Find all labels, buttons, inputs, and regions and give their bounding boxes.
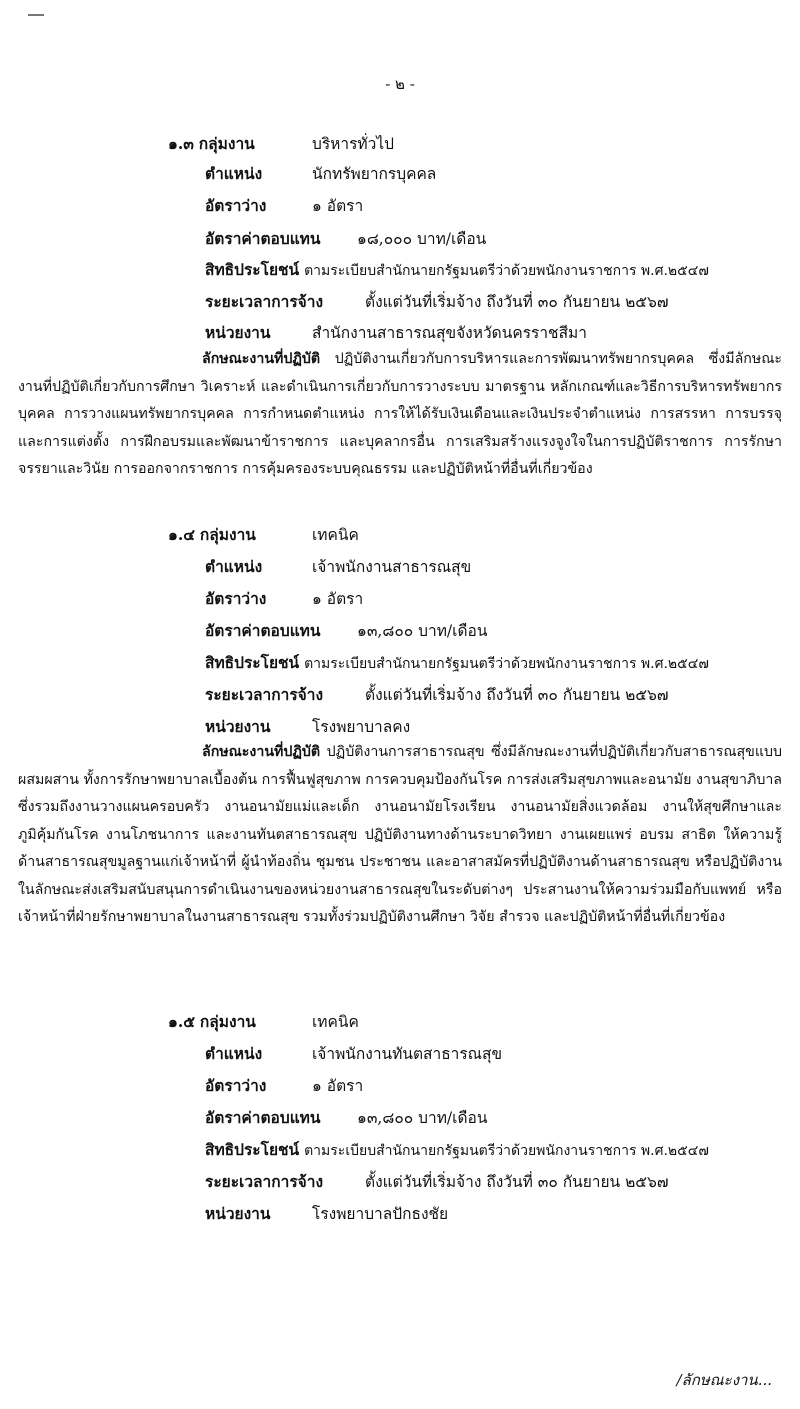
vacancy-label: อัตราว่าง — [205, 196, 267, 215]
vacancy-value: ๑ อัตรา — [312, 590, 364, 608]
position-value: เจ้าพนักงานทันตสาธารณสุข — [312, 1045, 503, 1063]
duty-text: ปฏิบัติงานการสาธารณสุข ซึ่งมีลักษณะงานที่ปฏิบัติเกี่ยวกับสาธารณสุขแบบผสมผสาน ทั้งการรักษาพยาบาลเบื้องต้น การฟื้นฟูสุขภาพ การควบคุมป้องกันโรค การส่งเสริมสุขภาพและอนามัย งานสุขาภิบาล ซึ่งรวมถึงงานวางแผนครอบครัว งานอนามัยแม่และเด็ก งานอนามัยโรงเรียน งานอนามัยสิ่งแวดล้อม งานให้สุขศึกษาและภูมิคุ้มกันโรค งานโภชนาการ และงานทันตสาธารณสุข ปฏิบัติงานทางด้านระบาดวิทยา งานเผยแพร่ อบรม สาธิต ให้ความรู้ด้านสาธารณสุขมูลฐานแก่เจ้าหน้าที่ ผู้นำท้องถิ่น ชุมชน ประชาชน และอาสาสมัครที่ปฏิบัติงานด้านสาธารณสุข หรือปฏิบัติงานในลักษณะส่งเสริมสนับสนุนการดำเนินงานของหน่วยงานสาธารณสุขในระดับต่างๆ ประสานงานให้ความร่วมมือกับแพทย์ หรือเจ้าหน้าที่ฝ่ายรักษาพยาบาลในงานสาธารณสุข รวมทั้งร่วมปฏิบัติงานศึกษา วิจัย สำรวจ และปฏิบัติหน้าที่อื่นที่เกี่ยวข้อง — [18, 744, 783, 925]
position-value: นักทรัพยากรบุคคล — [312, 165, 437, 183]
section-number: ๑.๔ — [168, 525, 195, 544]
duty-label: ลักษณะงานที่ปฏิบัติ — [202, 744, 321, 760]
position-value: เจ้าพนักงานสาธารณสุข — [312, 558, 472, 576]
benefit-row — [205, 653, 709, 674]
period-value: ตั้งแต่วันที่เริ่มจ้าง ถึงวันที่ ๓๐ กันยายน ๒๕๖๗ — [365, 686, 669, 704]
position-label: ตำแหน่ง — [205, 557, 263, 576]
duty-label: ลักษณะงานที่ปฏิบัติ — [202, 351, 321, 367]
benefit-row — [205, 260, 709, 281]
benefit-label: สิทธิประโยชน์ — [205, 653, 300, 672]
page-number: - ๒ - — [385, 75, 415, 93]
group-value: เทคนิค — [312, 1013, 359, 1031]
vacancy-label: อัตราว่าง — [205, 1076, 267, 1095]
scan-artifact-mark — [28, 14, 44, 16]
position-label: ตำแหน่ง — [205, 1044, 263, 1063]
group-label: กลุ่มงาน — [198, 134, 255, 153]
period-label: ระยะเวลาการจ้าง — [205, 292, 324, 311]
unit-label: หน่วยงาน — [205, 323, 271, 342]
unit-value: โรงพยาบาลคง — [312, 718, 411, 736]
salary-label: อัตราค่าตอบแทน — [205, 229, 321, 248]
benefit-row — [205, 1140, 709, 1161]
vacancy-value: ๑ อัตรา — [312, 197, 364, 215]
period-value: ตั้งแต่วันที่เริ่มจ้าง ถึงวันที่ ๓๐ กันยายน ๒๕๖๗ — [365, 293, 669, 311]
group-row — [168, 134, 255, 154]
position-label: ตำแหน่ง — [205, 164, 263, 183]
period-value: ตั้งแต่วันที่เริ่มจ้าง ถึงวันที่ ๓๐ กันยายน ๒๕๖๗ — [365, 1173, 669, 1191]
section-number: ๑.๕ — [168, 1012, 195, 1031]
group-value: เทคนิค — [312, 526, 359, 544]
unit-value: สำนักงานสาธารณสุขจังหวัดนครราชสีมา — [312, 324, 587, 342]
salary-label: อัตราค่าตอบแทน — [205, 621, 321, 640]
group-label: กลุ่มงาน — [199, 525, 256, 544]
group-row — [168, 1012, 256, 1032]
benefit-label: สิทธิประโยชน์ — [205, 260, 300, 279]
group-label: กลุ่มงาน — [199, 1012, 256, 1031]
benefit-value: ตามระเบียบสำนักนายกรัฐมนตรีว่าด้วยพนักงานราชการ พ.ศ.๒๕๔๗ — [304, 656, 709, 672]
duty-text: ปฏิบัติงานเกี่ยวกับการบริหารและการพัฒนาทรัพยากรบุคคล ซึ่งมีลักษณะงานที่ปฏิบัติเกี่ยวกับการศึกษา วิเคราะห์ และดำเนินการเกี่ยวกับการวางระบบ มาตรฐาน หลักเกณฑ์และวิธีการบริหารทรัพยากรบุคคล การวางแผนทรัพยากรบุคคล การกำหนดตำแหน่ง การให้ได้รับเงินเดือนและเงินประจำตำแหน่ง การสรรหา การบรรจุ และการแต่งตั้ง การฝึกอบรมและพัฒนาข้าราชการ และบุคลากรอื่น การเสริมสร้างแรงจูงใจในการปฏิบัติราชการ การรักษาจรรยาและวินัย การออกจากราชการ การคุ้มครองระบบคุณธรรม และปฏิบัติหน้าที่อื่นที่เกี่ยวข้อง — [18, 351, 782, 477]
unit-label: หน่วยงาน — [205, 717, 271, 736]
vacancy-label: อัตราว่าง — [205, 589, 267, 608]
vacancy-value: ๑ อัตรา — [312, 1077, 364, 1095]
period-label: ระยะเวลาการจ้าง — [205, 685, 324, 704]
continuation-note: /ลักษณะงาน... — [676, 1371, 772, 1389]
period-label: ระยะเวลาการจ้าง — [205, 1172, 324, 1191]
benefit-value: ตามระเบียบสำนักนายกรัฐมนตรีว่าด้วยพนักงานราชการ พ.ศ.๒๕๔๗ — [304, 263, 709, 279]
group-row — [168, 525, 256, 545]
duty-paragraph — [18, 346, 782, 484]
section-number: ๑.๓ — [168, 134, 194, 153]
benefit-value: ตามระเบียบสำนักนายกรัฐมนตรีว่าด้วยพนักงานราชการ พ.ศ.๒๕๔๗ — [304, 1143, 709, 1159]
salary-value: ๑๓,๘๐๐ บาท/เดือน — [357, 1109, 488, 1127]
duty-paragraph — [18, 739, 782, 932]
salary-value: ๑๘,๐๐๐ บาท/เดือน — [357, 230, 487, 248]
group-value: บริหารทั่วไป — [312, 135, 394, 153]
unit-value: โรงพยาบาลปักธงชัย — [312, 1205, 449, 1223]
unit-label: หน่วยงาน — [205, 1204, 271, 1223]
salary-label: อัตราค่าตอบแทน — [205, 1108, 321, 1127]
salary-value: ๑๓,๘๐๐ บาท/เดือน — [357, 622, 488, 640]
benefit-label: สิทธิประโยชน์ — [205, 1140, 300, 1159]
